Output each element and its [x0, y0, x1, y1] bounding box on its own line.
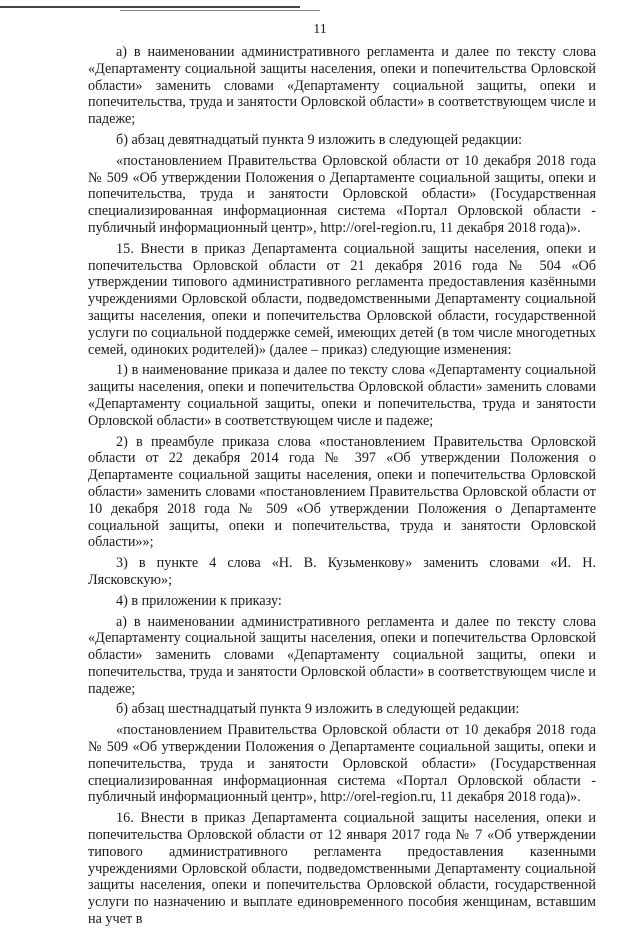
- paragraph: 2) в преамбуле приказа слова «постановлением Правительства Орловской области от 22 декабря 2014 года № 397 «Об утверждении Положения о Департаменте социальной защиты населения, опеки и попечительства Орловской области» заменить словами «постановлением Правительства Орловской области от 10 декабря 2018 года № 509 «Об утверждении Положения о Департаменте социальной защиты, опеки и попечительства, труда и занятости Орловской области»»;: [88, 433, 596, 551]
- paragraph: «постановлением Правительства Орловской области от 10 декабря 2018 года № 509 «Об утверждении Положения о Департаменте социальной защиты, опеки и попечительства, труда и занятости Орловской области» (Государственная специализированная информационная система «Портал Орловской области - публичный информационный центр», http://orel-region.ru, 11 декабря 2018 года)».: [88, 152, 596, 236]
- paragraph: а) в наименовании административного регламента и далее по тексту слова «Департаменту социальной защиты населения, опеки и попечительства Орловской области» заменить словами «Департаменту социальной защиты, опеки и попечительства, труда и занятости Орловской области» в соответствующем числе и падеже;: [88, 44, 596, 128]
- paragraph: 16. Внести в приказ Департамента социальной защиты населения, опеки и попечительства Орловской области от 12 января 2017 года № 7 «Об утверждении типового административного регламента предоставления казенными учреждениями Орловской области, подведомственными Департаменту социальной защиты населения, опеки и попечительства Орловской области, государственной услуги по назначению и выплате единовременного пособия женщинам, вставшим на учет в: [88, 810, 596, 928]
- paragraph: а) в наименовании административного регламента и далее по тексту слова «Департаменту социальной защиты населения, опеки и попечительства Орловской области» заменить словами «Департаменту социальной защиты, опеки и попечительства, труда и занятости Орловской области» в соответствующем числе и падеже;: [88, 613, 596, 697]
- page-number: 11: [313, 22, 327, 37]
- paragraph: б) абзац шестнадцатый пункта 9 изложить в следующей редакции:: [116, 701, 520, 718]
- document-body: [88, 44, 596, 932]
- scan-artifact-line: [0, 6, 300, 8]
- paragraph: 1) в наименование приказа и далее по тексту слова «Департаменту социальной защиты населения, опеки и попечительства Орловской области» заменить словами «Департаменту социальной защиты, опеки и попечительства, труда и занятости Орловской области» в соответствующем числе и падеже;: [88, 362, 596, 429]
- paragraph: 15. Внести в приказ Департамента социальной защиты населения, опеки и попечительства Орловской области от 21 декабря 2016 года № 504 «Об утверждении типового административного регламента предоставления казёнными учреждениями Орловской области, подведомственными Департаменту социальной защиты населения, опеки и попечительства Орловской области, государственной услуги по социальной поддержке семей, имеющих детей (в том числе многодетных семей, одиноких родителей)» (далее – приказ) следующие изменения:: [88, 240, 596, 358]
- paragraph: «постановлением Правительства Орловской области от 10 декабря 2018 года № 509 «Об утверждении Положения о Департаменте социальной защиты, опеки и попечительства, труда и занятости Орловской области» (Государственная специализированная информационная система «Портал Орловской области - публичный информационный центр», http://orel-region.ru, 11 декабря 2018 года)».: [88, 722, 596, 806]
- paragraph: 4) в приложении к приказу:: [116, 592, 282, 609]
- scan-artifact-line: [120, 10, 320, 11]
- paragraph: б) абзац девятнадцатый пункта 9 изложить в следующей редакции:: [116, 131, 523, 148]
- paragraph: 3) в пункте 4 слова «Н. В. Кузьменкову» заменить словами «И. Н. Лясковскую»;: [88, 555, 596, 588]
